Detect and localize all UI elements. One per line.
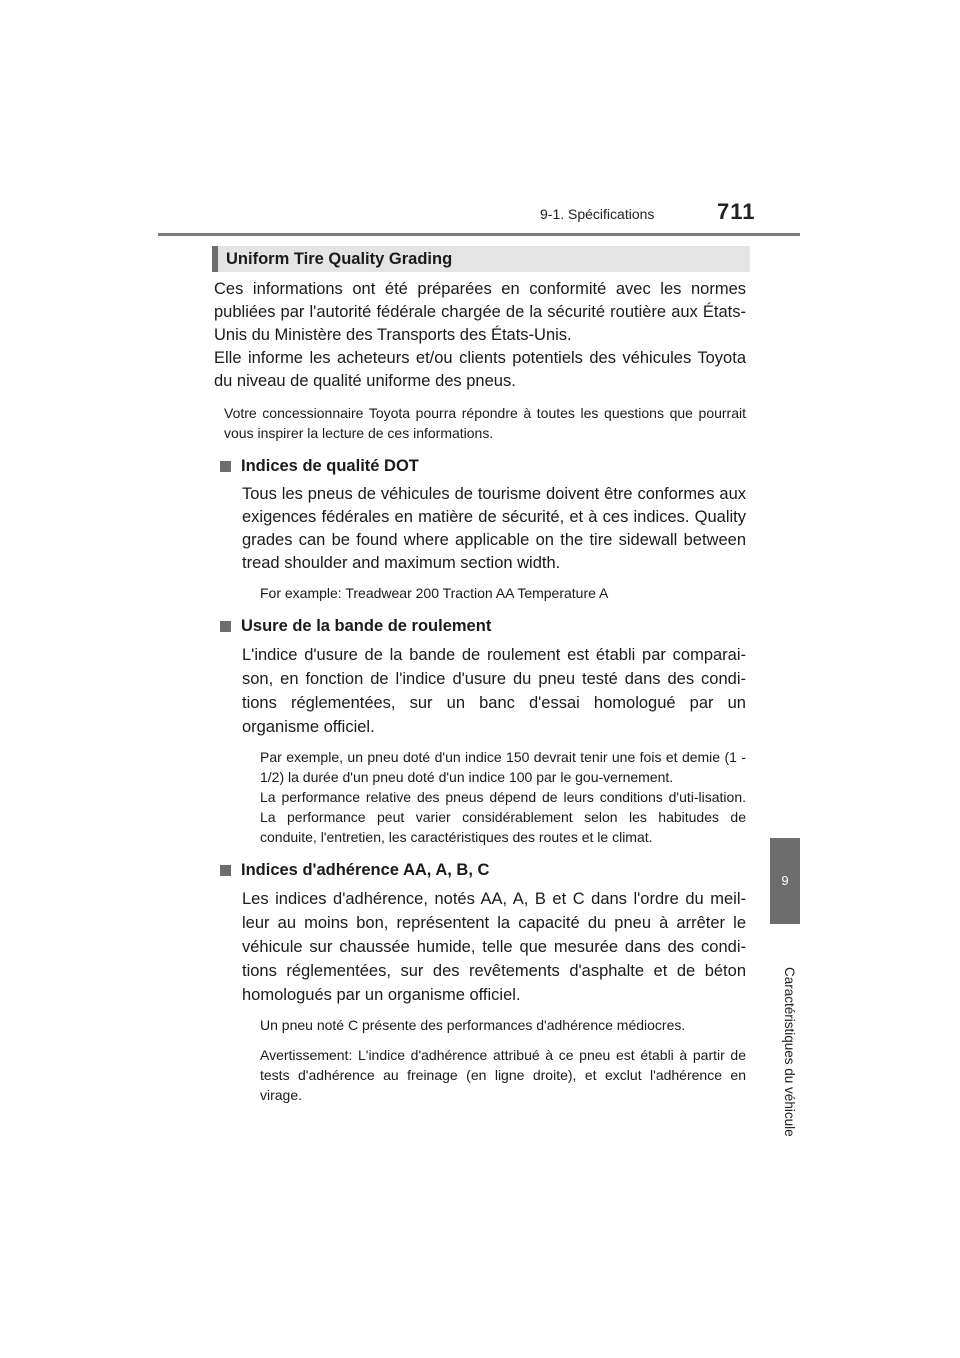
dot-heading	[214, 455, 746, 477]
section-title: Uniform Tire Quality Grading	[226, 250, 453, 268]
chapter-label: Caractéristiques du véhicule	[782, 967, 797, 1137]
page-number: 711	[717, 199, 756, 224]
header-divider	[158, 233, 800, 236]
dot-paragraph: Tous les pneus de véhicules de tourisme doivent être conformes aux exigences fédérales en matière de sécurité, et à ces indices. Quality grades can be found where applicable on the tire sidewall between tread shoulder and maximum section width.	[242, 485, 746, 572]
chapter-tab: 9	[770, 838, 800, 924]
treadwear-heading	[214, 615, 746, 637]
traction-note-1: Un pneu noté C présente des performances d'adhérence médiocres.	[260, 1017, 686, 1033]
header-section-title: 9-1. Spécifications	[540, 206, 655, 222]
treadwear-paragraph: L'indice d'usure de la bande de roulement est établi par comparai-son, en fonction de l'indice d'usure du pneu testé dans des condi-tions réglementées, sur un banc d'essai homologué par un organisme officiel.	[242, 646, 746, 736]
square-bullet-icon	[220, 865, 231, 876]
intro-paragraph-1: Ces informations ont été préparées en conformité avec les normes publiées par l'autorité fédérale chargée de la sécurité routière aux États-Unis du Ministère des Transports des États-Unis.	[214, 280, 746, 344]
treadwear-note-1: Par exemple, un pneu doté d'un indice 150 devrait tenir une fois et demie (1 - 1/2) la durée d'un pneu doté d'un indice 100 par le gou-vernement.	[260, 749, 746, 785]
treadwear-note-2: La performance relative des pneus dépend de leurs conditions d'uti-lisation. La performance peut varier considérablement selon les habitudes de conduite, l'entretien, les caractéristiques des routes et le climat.	[260, 789, 746, 845]
square-bullet-icon	[220, 621, 231, 632]
traction-heading-text: Indices d'adhérence AA, A, B, C	[241, 861, 490, 879]
section-title-bar	[212, 246, 750, 272]
traction-note-2: Avertissement: L'indice d'adhérence attribué à ce pneu est établi à partir de tests d'adhérence au freinage (en ligne droite), et exclut l'adhérence en virage.	[260, 1047, 746, 1103]
intro-note: Votre concessionnaire Toyota pourra répondre à toutes les questions que pourrait vous inspirer la lecture de ces informations.	[224, 405, 746, 441]
dot-note: For example: Treadwear 200 Traction AA Temperature A	[260, 585, 609, 601]
traction-heading	[214, 859, 746, 881]
treadwear-heading-text: Usure de la bande de roulement	[241, 617, 492, 635]
square-bullet-icon	[220, 461, 231, 472]
page-content	[214, 278, 746, 1105]
traction-paragraph: Les indices d'adhérence, notés AA, A, B et C dans l'ordre du meil-leur au moins bon, représentent la capacité du pneu à arrêter le véhicule sur chaussée humide, telle que mesurée dans des condi-tions réglementées, sur des revêtements d'asphalte et de béton homologués par un organisme officiel.	[242, 890, 746, 1004]
intro-paragraph-2: Elle informe les acheteurs et/ou clients potentiels des véhicules Toyota du niveau de qualité uniforme des pneus.	[214, 349, 746, 390]
dot-heading-text: Indices de qualité DOT	[241, 457, 419, 475]
